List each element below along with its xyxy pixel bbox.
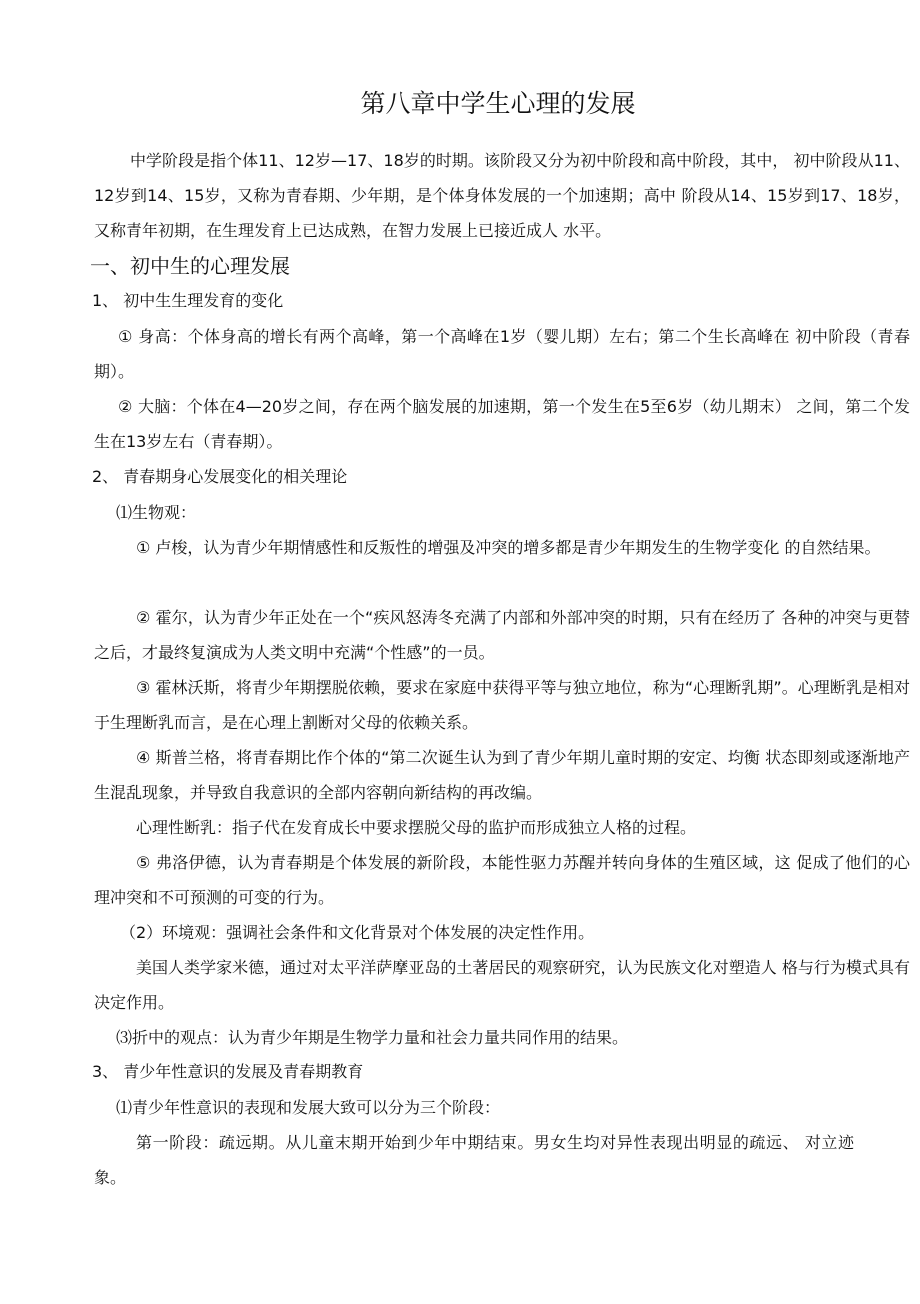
subsection-heading-2: 2、 青春期身心发展变化的相关理论 xyxy=(92,467,348,486)
intro-paragraph: 中学阶段是指个体11、12岁—17、18岁的时期。该阶段又分为初中阶段和高中阶段，其中， 初中阶段从11、12岁到14、15岁，又称为青春期、少年期，是个体身体发展的一个加速期；高中 阶段从14、15岁到17、18岁，又称青年初期，在生理发育上已达成熟，在智力发展上已接近成人 水平。 xyxy=(94,151,910,240)
page-title: 第八章中学生心理的发展 xyxy=(360,89,636,118)
rousseau-paragraph: ① 卢梭，认为青少年期情感性和反叛性的增强及冲突的增多都是青少年期发生的生物学变化 的自然结果。 xyxy=(136,538,881,557)
hollingworth-paragraph: ③ 霍林沃斯，将青少年期摆脱依赖，要求在家庭中获得平等与独立地位，称为“心理断乳期”。心理断乳是相对于生理断乳而言，是在心理上割断对父母的依赖关系。 xyxy=(94,678,910,732)
height-paragraph: ① 身高：个体身高的增长有两个高峰，第一个高峰在1岁（婴儿期）左右；第二个生长高峰在 初中阶段（青春期）。 xyxy=(94,327,910,381)
brain-paragraph: ② 大脑：个体在4—20岁之间，存在两个脑发展的加速期，第一个发生在5至6岁（幼儿期末） 之间，第二个发生在13岁左右（青春期）。 xyxy=(94,397,910,451)
sexual-awareness-heading: ⑴青少年性意识的表现和发展大致可以分为三个阶段： xyxy=(116,1098,501,1117)
biology-view-heading: ⑴生物观： xyxy=(116,503,197,522)
stage-one-paragraph: 第一阶段：疏远期。从儿童末期开始到少年中期结束。男女生均对异性表现出明显的疏远、 对立迹象。 xyxy=(94,1133,854,1187)
compromise-view-paragraph: ⑶折中的观点：认为青少年期是生物学力量和社会力量共同作用的结果。 xyxy=(116,1028,629,1047)
subsection-heading-1: 1、 初中生生理发育的变化 xyxy=(92,291,284,310)
section-heading-1: 一、初中生的心理发展 xyxy=(90,254,290,278)
spranger-paragraph: ④ 斯普兰格，将青春期比作个体的“第二次诞生认为到了青少年期儿童时期的安定、均衡 状态即刻或逐渐地产生混乱现象，并导致自我意识的全部内容朝向新结构的再改编。 xyxy=(94,748,910,802)
environment-view-heading: （2）环境观：强调社会条件和文化背景对个体发展的决定性作用。 xyxy=(120,923,595,942)
hall-paragraph: ② 霍尔，认为青少年正处在一个“疾风怒涛冬充满了内部和外部冲突的时期，只有在经历了 各种的冲突与更替之后，才最终复演成为人类文明中充满“个性感”的一员。 xyxy=(94,608,910,662)
psychological-weaning-definition: 心理性断乳：指子代在发育成长中要求摆脱父母的监护而形成独立人格的过程。 xyxy=(136,818,697,837)
mead-paragraph: 美国人类学家米德，通过对太平洋萨摩亚岛的土著居民的观察研究，认为民族文化对塑造人 格与行为模式具有决定作用。 xyxy=(94,958,910,1012)
subsection-heading-3: 3、 青少年性意识的发展及青春期教育 xyxy=(92,1062,364,1081)
freud-paragraph: ⑤ 弗洛伊德，认为青春期是个体发展的新阶段，本能性驱力苏醒并转向身体的生殖区域，这 促成了他们的心理冲突和不可预测的可变的行为。 xyxy=(94,853,910,907)
